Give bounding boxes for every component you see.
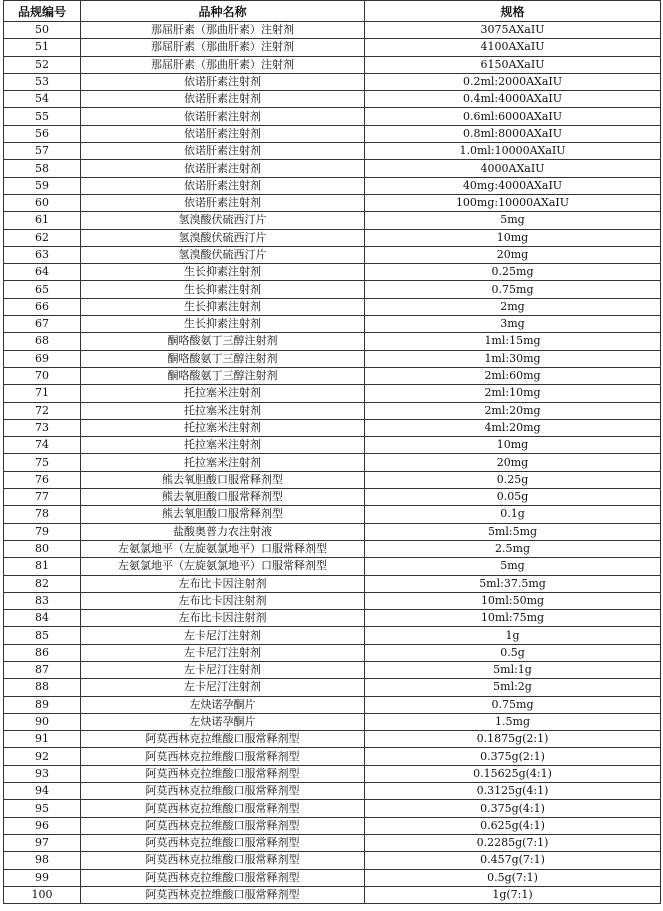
cell-code: 90	[4, 713, 81, 730]
cell-spec: 0.05g	[365, 489, 661, 506]
cell-spec: 0.25mg	[365, 264, 661, 281]
cell-name: 托拉塞米注射剂	[81, 402, 365, 419]
cell-code: 91	[4, 731, 81, 748]
cell-name: 氢溴酸伏硫西汀片	[81, 246, 365, 263]
cell-code: 89	[4, 696, 81, 713]
cell-spec: 1.5mg	[365, 713, 661, 730]
cell-name: 阿莫西林克拉维酸口服常释剂型	[81, 783, 365, 800]
table-row	[4, 39, 661, 56]
table-row	[4, 160, 661, 177]
header-spec: 规格	[365, 1, 661, 22]
cell-spec: 0.2285g(7:1)	[365, 834, 661, 851]
table-row	[4, 661, 661, 678]
cell-code: 95	[4, 800, 81, 817]
cell-code: 63	[4, 246, 81, 263]
cell-name: 酮咯酸氨丁三醇注射剂	[81, 350, 365, 367]
table-row	[4, 246, 661, 263]
cell-code: 61	[4, 212, 81, 229]
table-row	[4, 489, 661, 506]
cell-code: 67	[4, 316, 81, 333]
cell-name: 生长抑素注射剂	[81, 264, 365, 281]
cell-spec: 0.1g	[365, 506, 661, 523]
cell-name: 阿莫西林克拉维酸口服常释剂型	[81, 800, 365, 817]
cell-spec: 1ml:15mg	[365, 333, 661, 350]
cell-spec: 0.15625g(4:1)	[365, 765, 661, 782]
cell-code: 57	[4, 143, 81, 160]
cell-spec: 4100AXaIU	[365, 39, 661, 56]
table-row	[4, 454, 661, 471]
cell-spec: 2mg	[365, 298, 661, 315]
cell-code: 96	[4, 817, 81, 834]
cell-name: 熊去氧胆酸口服常释剂型	[81, 471, 365, 488]
cell-name: 左布比卡因注射剂	[81, 610, 365, 627]
table-row	[4, 56, 661, 73]
cell-code: 94	[4, 783, 81, 800]
cell-code: 78	[4, 506, 81, 523]
cell-spec: 2ml:10mg	[365, 385, 661, 402]
table-row	[4, 696, 661, 713]
cell-spec: 6150AXaIU	[365, 56, 661, 73]
cell-code: 58	[4, 160, 81, 177]
table-row	[4, 731, 661, 748]
cell-code: 85	[4, 627, 81, 644]
table-row	[4, 800, 661, 817]
table-row	[4, 264, 661, 281]
cell-name: 那屈肝素（那曲肝素）注射剂	[81, 39, 365, 56]
table-row	[4, 765, 661, 782]
cell-name: 托拉塞米注射剂	[81, 385, 365, 402]
table-row	[4, 402, 661, 419]
table-row	[4, 834, 661, 851]
table-row	[4, 91, 661, 108]
cell-name: 托拉塞米注射剂	[81, 419, 365, 436]
cell-spec: 0.457g(7:1)	[365, 852, 661, 869]
cell-name: 依诺肝素注射剂	[81, 194, 365, 211]
table-row	[4, 558, 661, 575]
cell-name: 阿莫西林克拉维酸口服常释剂型	[81, 731, 365, 748]
table-row	[4, 333, 661, 350]
cell-name: 生长抑素注射剂	[81, 281, 365, 298]
cell-spec: 1g(7:1)	[365, 886, 661, 903]
cell-name: 左卡尼汀注射剂	[81, 644, 365, 661]
cell-code: 65	[4, 281, 81, 298]
cell-spec: 1ml:30mg	[365, 350, 661, 367]
cell-spec: 2ml:20mg	[365, 402, 661, 419]
cell-spec: 2ml:60mg	[365, 367, 661, 384]
cell-spec: 2.5mg	[365, 540, 661, 557]
cell-spec: 10mg	[365, 437, 661, 454]
cell-code: 99	[4, 869, 81, 886]
table-row	[4, 229, 661, 246]
cell-code: 77	[4, 489, 81, 506]
table-row	[4, 627, 661, 644]
cell-name: 生长抑素注射剂	[81, 316, 365, 333]
cell-name: 依诺肝素注射剂	[81, 125, 365, 142]
cell-name: 阿莫西林克拉维酸口服常释剂型	[81, 869, 365, 886]
table-row	[4, 575, 661, 592]
table-row	[4, 22, 661, 39]
table-row	[4, 73, 661, 90]
cell-name: 左卡尼汀注射剂	[81, 679, 365, 696]
cell-name: 依诺肝素注射剂	[81, 160, 365, 177]
cell-name: 左氨氯地平（左旋氨氯地平）口服常释剂型	[81, 558, 365, 575]
cell-spec: 0.75mg	[365, 281, 661, 298]
cell-code: 53	[4, 73, 81, 90]
cell-spec: 0.8ml:8000AXaIU	[365, 125, 661, 142]
cell-code: 50	[4, 22, 81, 39]
cell-name: 左布比卡因注射剂	[81, 575, 365, 592]
cell-name: 阿莫西林克拉维酸口服常释剂型	[81, 748, 365, 765]
cell-spec: 5ml:2g	[365, 679, 661, 696]
cell-name: 托拉塞米注射剂	[81, 437, 365, 454]
cell-code: 93	[4, 765, 81, 782]
cell-name: 那屈肝素（那曲肝素）注射剂	[81, 56, 365, 73]
cell-name: 依诺肝素注射剂	[81, 73, 365, 90]
cell-code: 64	[4, 264, 81, 281]
cell-spec: 0.25g	[365, 471, 661, 488]
cell-spec: 0.625g(4:1)	[365, 817, 661, 834]
cell-code: 86	[4, 644, 81, 661]
table-row	[4, 471, 661, 488]
cell-code: 74	[4, 437, 81, 454]
cell-spec: 0.4ml:4000AXaIU	[365, 91, 661, 108]
cell-spec: 0.75mg	[365, 696, 661, 713]
cell-spec: 0.3125g(4:1)	[365, 783, 661, 800]
table-row	[4, 748, 661, 765]
cell-spec: 0.375g(4:1)	[365, 800, 661, 817]
table-row	[4, 886, 661, 903]
table-row	[4, 316, 661, 333]
cell-name: 熊去氧胆酸口服常释剂型	[81, 489, 365, 506]
cell-spec: 5mg	[365, 212, 661, 229]
table-row	[4, 540, 661, 557]
cell-code: 72	[4, 402, 81, 419]
cell-spec: 0.6ml:6000AXaIU	[365, 108, 661, 125]
cell-name: 盐酸奥普力农注射液	[81, 523, 365, 540]
cell-code: 59	[4, 177, 81, 194]
table-row	[4, 298, 661, 315]
cell-code: 97	[4, 834, 81, 851]
cell-spec: 5mg	[365, 558, 661, 575]
cell-name: 左炔诺孕酮片	[81, 696, 365, 713]
cell-code: 69	[4, 350, 81, 367]
cell-spec: 20mg	[365, 454, 661, 471]
table-row	[4, 523, 661, 540]
table-row	[4, 194, 661, 211]
cell-spec: 4000AXaIU	[365, 160, 661, 177]
table-row	[4, 437, 661, 454]
header-row	[4, 1, 661, 22]
cell-code: 76	[4, 471, 81, 488]
cell-spec: 40mg:4000AXaIU	[365, 177, 661, 194]
cell-name: 阿莫西林克拉维酸口服常释剂型	[81, 765, 365, 782]
cell-spec: 1g	[365, 627, 661, 644]
cell-code: 98	[4, 852, 81, 869]
cell-name: 左卡尼汀注射剂	[81, 661, 365, 678]
cell-spec: 4ml:20mg	[365, 419, 661, 436]
table-row	[4, 385, 661, 402]
cell-code: 62	[4, 229, 81, 246]
cell-spec: 1.0ml:10000AXaIU	[365, 143, 661, 160]
table-row	[4, 869, 661, 886]
table-row	[4, 817, 661, 834]
table-row	[4, 281, 661, 298]
cell-spec: 0.5g	[365, 644, 661, 661]
cell-code: 70	[4, 367, 81, 384]
cell-code: 87	[4, 661, 81, 678]
cell-code: 88	[4, 679, 81, 696]
cell-spec: 3mg	[365, 316, 661, 333]
cell-name: 依诺肝素注射剂	[81, 177, 365, 194]
cell-spec: 0.5g(7:1)	[365, 869, 661, 886]
cell-spec: 0.1875g(2:1)	[365, 731, 661, 748]
table-row	[4, 852, 661, 869]
cell-name: 氢溴酸伏硫西汀片	[81, 229, 365, 246]
table-header	[4, 1, 661, 22]
cell-spec: 10ml:50mg	[365, 592, 661, 609]
table-row	[4, 108, 661, 125]
cell-spec: 5ml:37.5mg	[365, 575, 661, 592]
cell-code: 66	[4, 298, 81, 315]
cell-code: 75	[4, 454, 81, 471]
cell-spec: 5ml:5mg	[365, 523, 661, 540]
cell-name: 左炔诺孕酮片	[81, 713, 365, 730]
cell-spec: 100mg:10000AXaIU	[365, 194, 661, 211]
cell-code: 80	[4, 540, 81, 557]
table-row	[4, 644, 661, 661]
cell-code: 84	[4, 610, 81, 627]
cell-name: 左卡尼汀注射剂	[81, 627, 365, 644]
cell-code: 56	[4, 125, 81, 142]
cell-code: 100	[4, 886, 81, 903]
cell-code: 54	[4, 91, 81, 108]
cell-name: 左氨氯地平（左旋氨氯地平）口服常释剂型	[81, 540, 365, 557]
cell-spec: 10ml:75mg	[365, 610, 661, 627]
table-row	[4, 610, 661, 627]
table-row	[4, 367, 661, 384]
cell-spec: 10mg	[365, 229, 661, 246]
table-row	[4, 679, 661, 696]
table-row	[4, 783, 661, 800]
cell-spec: 0.375g(2:1)	[365, 748, 661, 765]
table-row	[4, 350, 661, 367]
cell-code: 52	[4, 56, 81, 73]
cell-name: 依诺肝素注射剂	[81, 108, 365, 125]
cell-name: 酮咯酸氨丁三醇注射剂	[81, 333, 365, 350]
header-code: 品规编号	[4, 1, 81, 22]
cell-code: 79	[4, 523, 81, 540]
cell-spec: 20mg	[365, 246, 661, 263]
table-row	[4, 212, 661, 229]
cell-name: 阿莫西林克拉维酸口服常释剂型	[81, 886, 365, 903]
cell-code: 51	[4, 39, 81, 56]
table-row	[4, 125, 661, 142]
cell-name: 生长抑素注射剂	[81, 298, 365, 315]
cell-name: 熊去氧胆酸口服常释剂型	[81, 506, 365, 523]
table-row	[4, 419, 661, 436]
cell-name: 托拉塞米注射剂	[81, 454, 365, 471]
table-row	[4, 713, 661, 730]
cell-name: 阿莫西林克拉维酸口服常释剂型	[81, 834, 365, 851]
cell-spec: 0.2ml:2000AXaIU	[365, 73, 661, 90]
header-name: 品种名称	[81, 1, 365, 22]
cell-code: 83	[4, 592, 81, 609]
table-row	[4, 177, 661, 194]
cell-code: 60	[4, 194, 81, 211]
cell-name: 左布比卡因注射剂	[81, 592, 365, 609]
cell-code: 55	[4, 108, 81, 125]
table-body	[4, 22, 661, 904]
cell-name: 阿莫西林克拉维酸口服常释剂型	[81, 852, 365, 869]
cell-code: 68	[4, 333, 81, 350]
cell-name: 酮咯酸氨丁三醇注射剂	[81, 367, 365, 384]
cell-code: 92	[4, 748, 81, 765]
cell-name: 依诺肝素注射剂	[81, 143, 365, 160]
cell-code: 71	[4, 385, 81, 402]
table-row	[4, 592, 661, 609]
cell-name: 依诺肝素注射剂	[81, 91, 365, 108]
drug-spec-table	[3, 0, 661, 904]
cell-name: 那屈肝素（那曲肝素）注射剂	[81, 22, 365, 39]
table-row	[4, 143, 661, 160]
cell-name: 阿莫西林克拉维酸口服常释剂型	[81, 817, 365, 834]
cell-spec: 5ml:1g	[365, 661, 661, 678]
table-row	[4, 506, 661, 523]
cell-code: 82	[4, 575, 81, 592]
cell-name: 氢溴酸伏硫西汀片	[81, 212, 365, 229]
cell-code: 81	[4, 558, 81, 575]
cell-spec: 3075AXaIU	[365, 22, 661, 39]
cell-code: 73	[4, 419, 81, 436]
